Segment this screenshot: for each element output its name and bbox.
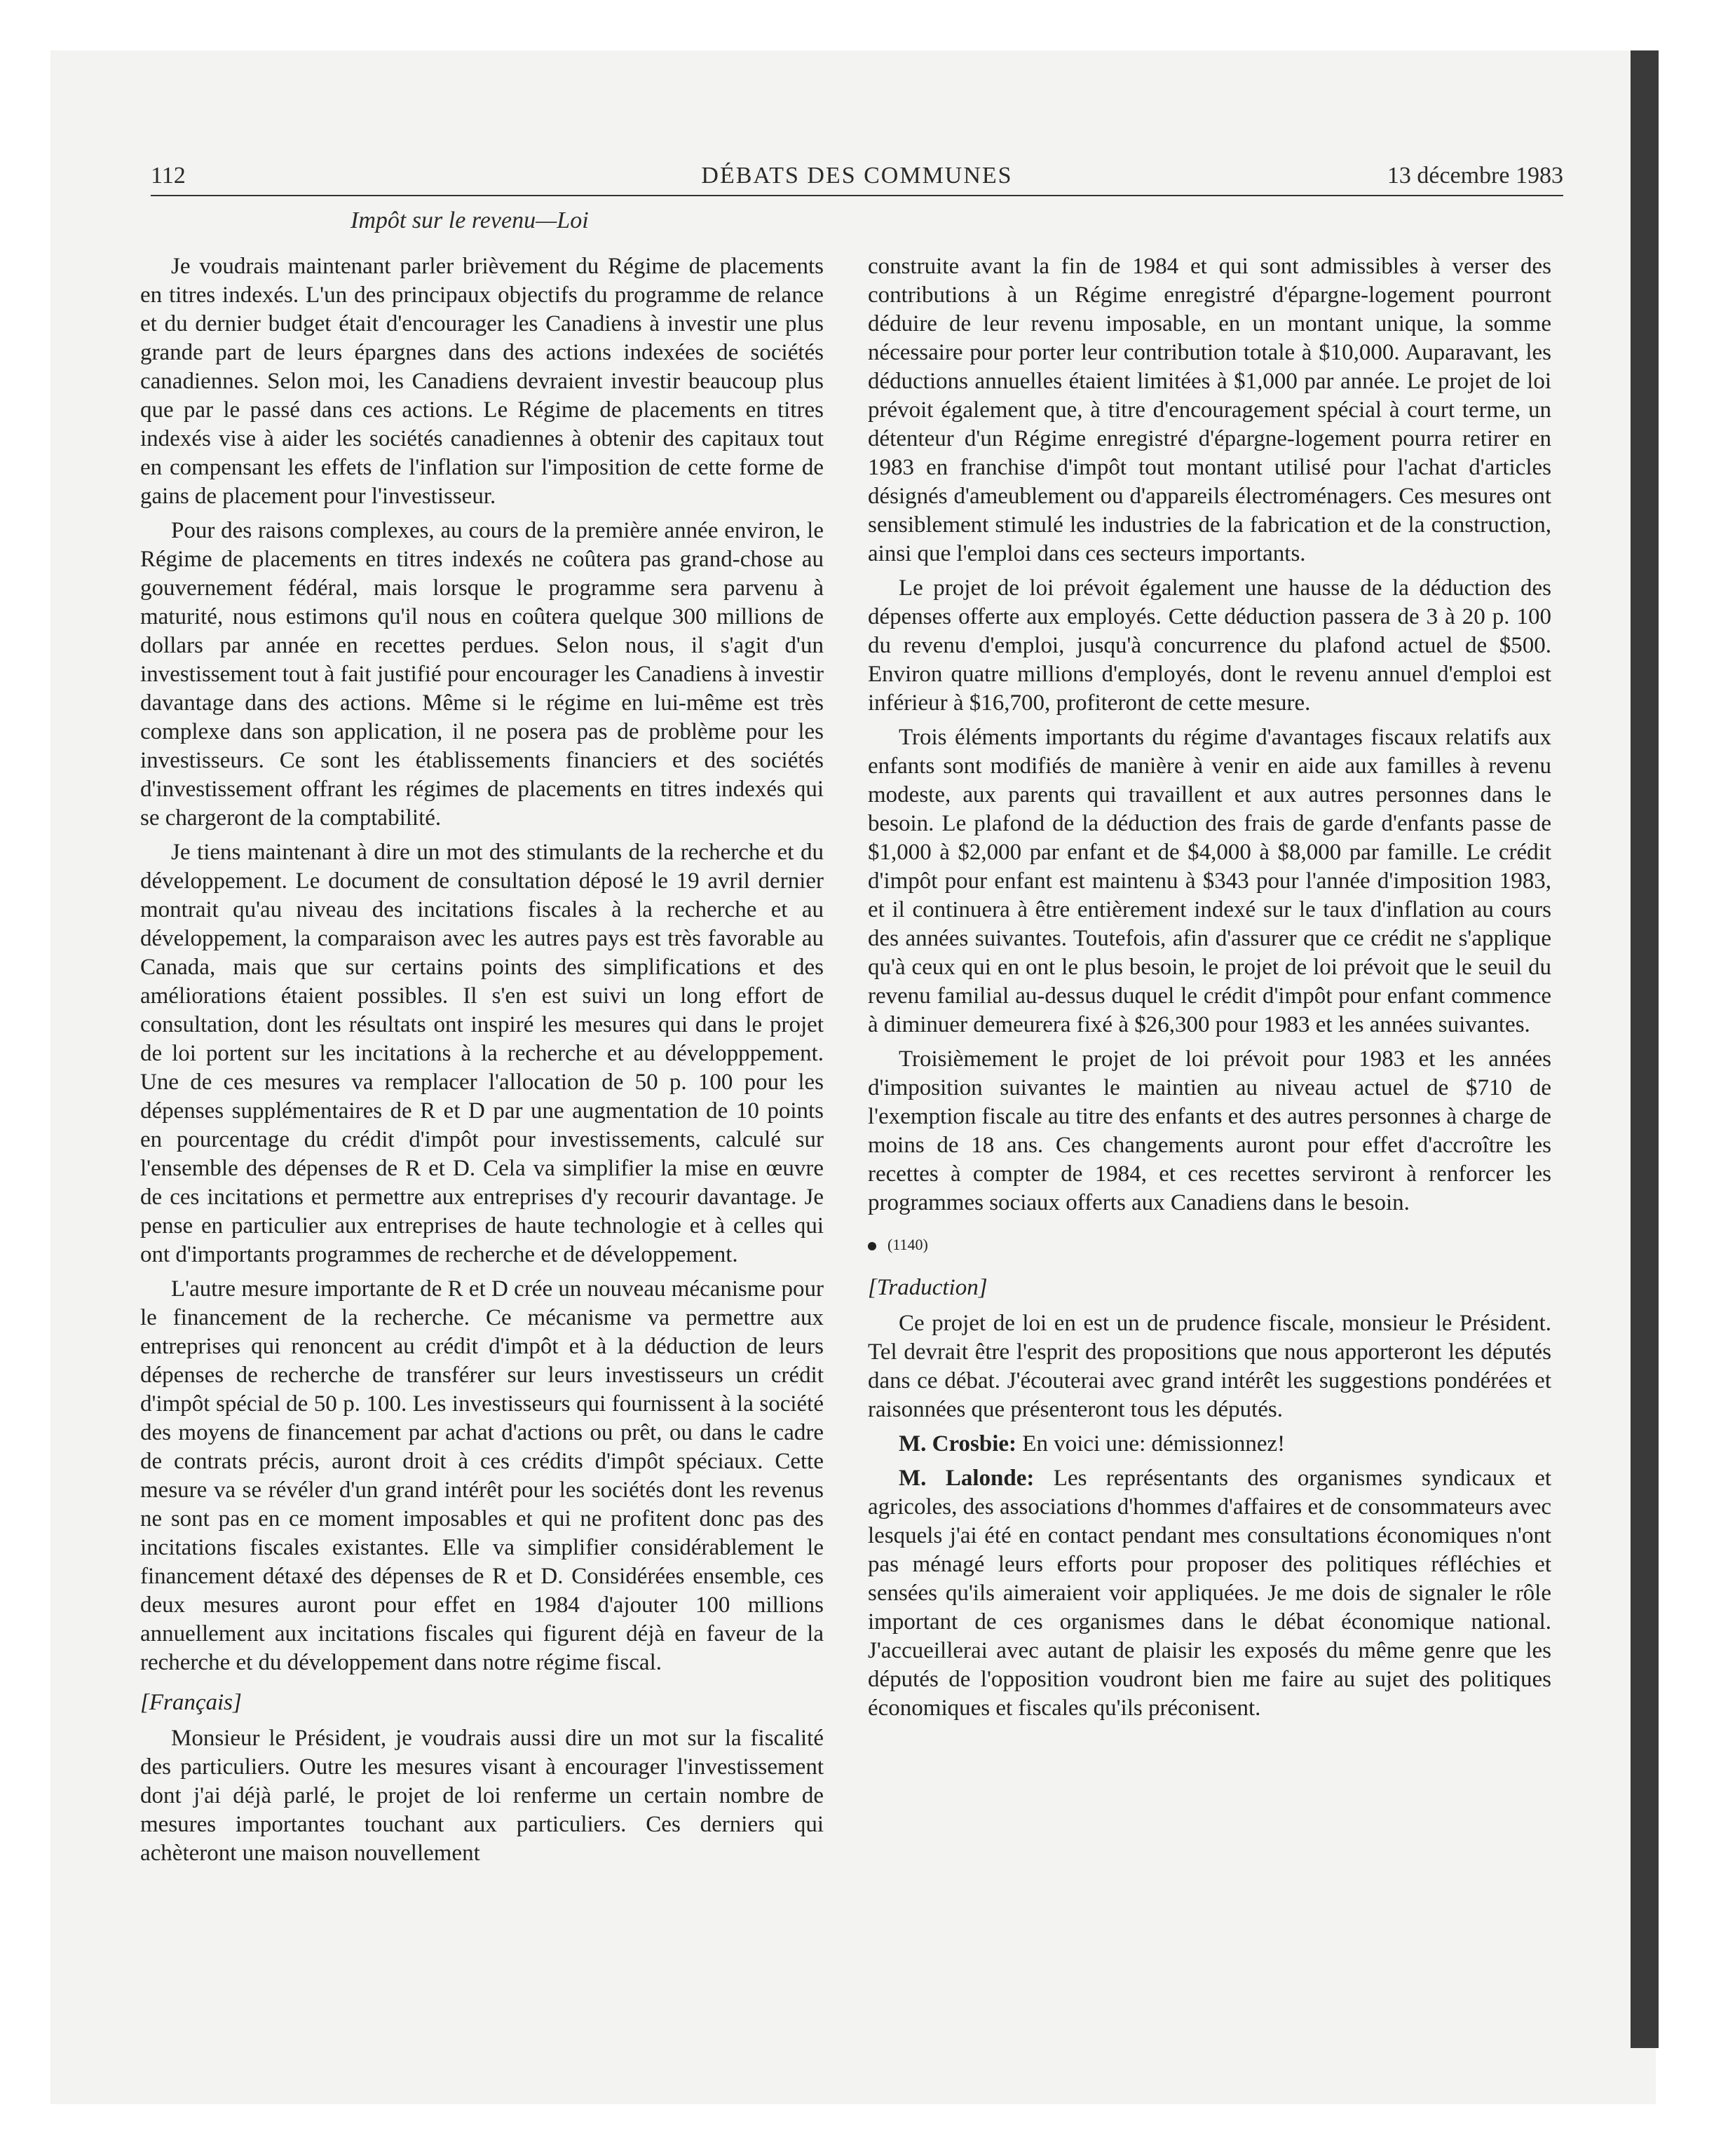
speaker-name: M. Lalonde:	[899, 1466, 1035, 1491]
paragraph: Ce projet de loi en est un de prudence fiscale, monsieur le Président. Tel devrait être l'esprit des propositions que nous apporteront les députés dans ce débat. J'écouterai avec grand intérêt les suggestions pondérées et raisonnées que présenteront tous les députés.	[868, 1311, 1551, 1422]
subject-heading: Impôt sur le revenu—Loi	[351, 207, 589, 233]
speech-text: Les représentants des organismes syndicaux et agricoles, des associations d'hommes d'affaires et de consommateurs avec lesquels j'ai été en contact pendant mes consultations économiques n'ont pas ménagé leurs efforts pour proposer des politiques réfléchies et sensées qu'ils aimeraient voir appliquées. Je me dois de signaler le rôle important de ces organismes dans le débat économique national. J'accueillerai avec autant de plaisir les exposés du même genre que les députés de l'opposition voudront bien me faire au sujet des politiques économiques et fiscales qu'ils préconisent.	[868, 1466, 1552, 1721]
language-marker: [Français]	[140, 1690, 242, 1715]
language-marker: [Traduction]	[868, 1275, 988, 1300]
scan-edge	[1631, 50, 1659, 2048]
bullet-icon	[868, 1242, 876, 1250]
page-date: 13 décembre 1983	[1387, 163, 1563, 189]
paragraph: Je voudrais maintenant parler brièvement du Régime de placements en titres indexés. L'un des principaux objectifs du programme de relance et du dernier budget était d'encourager les Canadiens à investir une plus grande part de leurs épargnes dans des actions indexées de sociétés canadiennes. Selon moi, les Canadiens devraient investir beaucoup plus que par le passé dans ces actions. Le Régime de placements en titres indexés vise à aider les sociétés canadiennes à obtenir des capitaux tout en compensant les effets de l'inflation sur l'imposition de cette forme de gains de placement pour l'investisseur.	[140, 254, 824, 509]
right-column	[868, 252, 1551, 1728]
left-column	[140, 252, 824, 1874]
paragraph: L'autre mesure importante de R et D crée un nouveau mécanisme pour le financement de la recherche. Ce mécanisme va permettre aux entreprises qui renoncent au crédit d'impôt et à la déduction de leurs dépenses de recherche de transférer sur leurs investisseurs un crédit d'impôt spécial de 50 p. 100. Les investisseurs qui fournissent à la société des moyens de financement par achat d'actions ou prêt, ou dans le cadre de contrats précis, auront droit à ces crédits d'impôt spéciaux. Cette mesure va se révéler d'un grand intérêt pour les sociétés dont les revenus ne sont pas en ce moment imposables et qui ne profitent donc pas des incitations fiscales existantes. Elle va simplifier considérablement le financement détaxé des dépenses de R et D. Considérées ensemble, ces deux mesures auront pour effet en 1984 d'ajouter 100 millions annuellement aux incitations fiscales qui figurent déjà en faveur de la recherche et du développement dans notre régime fiscal.	[140, 1276, 824, 1675]
time-marker	[868, 1234, 1551, 1255]
speech-text: En voici une: démissionnez!	[1022, 1431, 1286, 1456]
paragraph: Monsieur le Président, je voudrais aussi dire un mot sur la fiscalité des particuliers. Outre les mesures visant à encourager l'investissement dont j'ai déjà parlé, le projet de loi renferme un certain nombre de mesures importantes touchant aux particuliers. Ces derniers qui achèteront une maison nouvellement	[140, 1726, 824, 1866]
time-marker-text: (1140)	[887, 1236, 928, 1253]
publication-title: DÉBATS DES COMMUNES	[701, 163, 1013, 189]
paragraph: Je tiens maintenant à dire un mot des stimulants de la recherche et du développement. Le document de consultation déposé le 19 avril dernier montrait qu'au niveau des incitations fiscales à la recherche et au développement, la comparaison avec les autres pays est très favorable au Canada, mais que sur certains points des simplifications et des améliorations étaient possibles. Il s'en est suivi un long effort de consultation, dont les résultats ont inspiré les mesures qui dans le projet de loi portent sur les incitations à la recherche et au développpement. Une de ces mesures va remplacer l'allocation de 50 p. 100 pour les dépenses supplémentaires de R et D par une augmentation de 10 points en pourcentage du crédit d'impôt pour investissements, calculé sur l'ensemble des dépenses de R et D. Cela va simplifier la mise en œuvre de ces incitations et permettre aux entreprises d'y recourir davantage. Je pense en particulier aux entreprises de haute technologie et à celles qui ont d'importants programmes de recherche et de développement.	[140, 840, 824, 1267]
speech-lalonde	[868, 1464, 1551, 1723]
paragraph: Le projet de loi prévoit également une hausse de la déduction des dépenses offerte aux employés. Cette déduction passera de 3 à 20 p. 100 du revenu d'emploi, jusqu'à concurrence du plafond actuel de $500. Environ quatre millions d'employés, dont le revenu annuel d'emploi est inférieur à $16,700, profiteront de cette mesure.	[868, 575, 1551, 716]
speech-crosbie	[868, 1430, 1551, 1459]
paragraph: Trois éléments importants du régime d'avantages fiscaux relatifs aux enfants sont modifiés de manière à venir en aide aux familles à revenu modeste, aux parents qui travaillent et aux autres personnes dans le besoin. Le plafond de la déduction des frais de garde d'enfants passe de $1,000 à $2,000 par enfant et de $4,000 à $8,000 par famille. Le crédit d'impôt pour enfant est maintenu à $343 pour l'année d'imposition 1983, et il continuera à être entièrement indexé sur le taux d'inflation au cours des années suivantes. Toutefois, afin d'assurer que ce crédit ne s'applique qu'à ceux qui en ont le plus besoin, le projet de loi prévoit que le seuil du revenu familial au-dessus duquel le crédit d'impôt pour enfant commence à diminuer demeurera fixé à $26,300 pour 1983 et les années suivantes.	[868, 725, 1551, 1037]
paragraph: Pour des raisons complexes, au cours de la première année environ, le Régime de placements en titres indexés ne coûtera pas grand-chose au gouvernement fédéral, mais lorsque le programme sera parvenu à maturité, nous estimons qu'il nous en coûtera quelque 300 millions de dollars par année en recettes perdues. Selon nous, il s'agit d'un investissement tout à fait justifié pour encourager les Canadiens à investir davantage dans des actions. Même si le régime en lui-même est très complexe dans son application, il ne posera pas de problème pour les investisseurs. Ce sont les établissements financiers et des sociétés d'investissement offrant les régimes de placements en titres indexés qui se chargeront de la comptabilité.	[140, 518, 824, 831]
paragraph: construite avant la fin de 1984 et qui sont admissibles à verser des contributions à un Régime enregistré d'épargne-logement pourront déduire de leur revenu imposable, en un montant unique, la somme nécessaire pour porter leur contribution totale à $10,000. Auparavant, les déductions annuelles étaient limitées à $1,000 par année. Le projet de loi prévoit également que, à titre d'encouragement spécial à court terme, un détenteur d'un Régime enregistré d'épargne-logement pourra retirer en 1983 en franchise d'impôt tout montant utilisé pour l'achat d'articles désignés d'ameublement ou d'appareils électroménagers. Ces mesures ont sensiblement stimulé les industries de la fabrication et de la construction, ainsi que l'emploi dans ces secteurs importants.	[868, 254, 1551, 566]
page-number: 112	[151, 163, 186, 189]
page-header	[151, 163, 1563, 196]
speaker-name: M. Crosbie:	[899, 1431, 1017, 1456]
paragraph: Troisièmement le projet de loi prévoit pour 1983 et les années d'imposition suivantes le maintien au niveau actuel de $710 de l'exemption fiscale au titre des enfants et des autres personnes à charge de moins de 18 ans. Ces changements auront pour effet d'accroître les recettes à compter de 1984, et ces recettes serviront à renforcer les programmes sociaux offerts aux Canadiens dans le besoin.	[868, 1046, 1551, 1215]
